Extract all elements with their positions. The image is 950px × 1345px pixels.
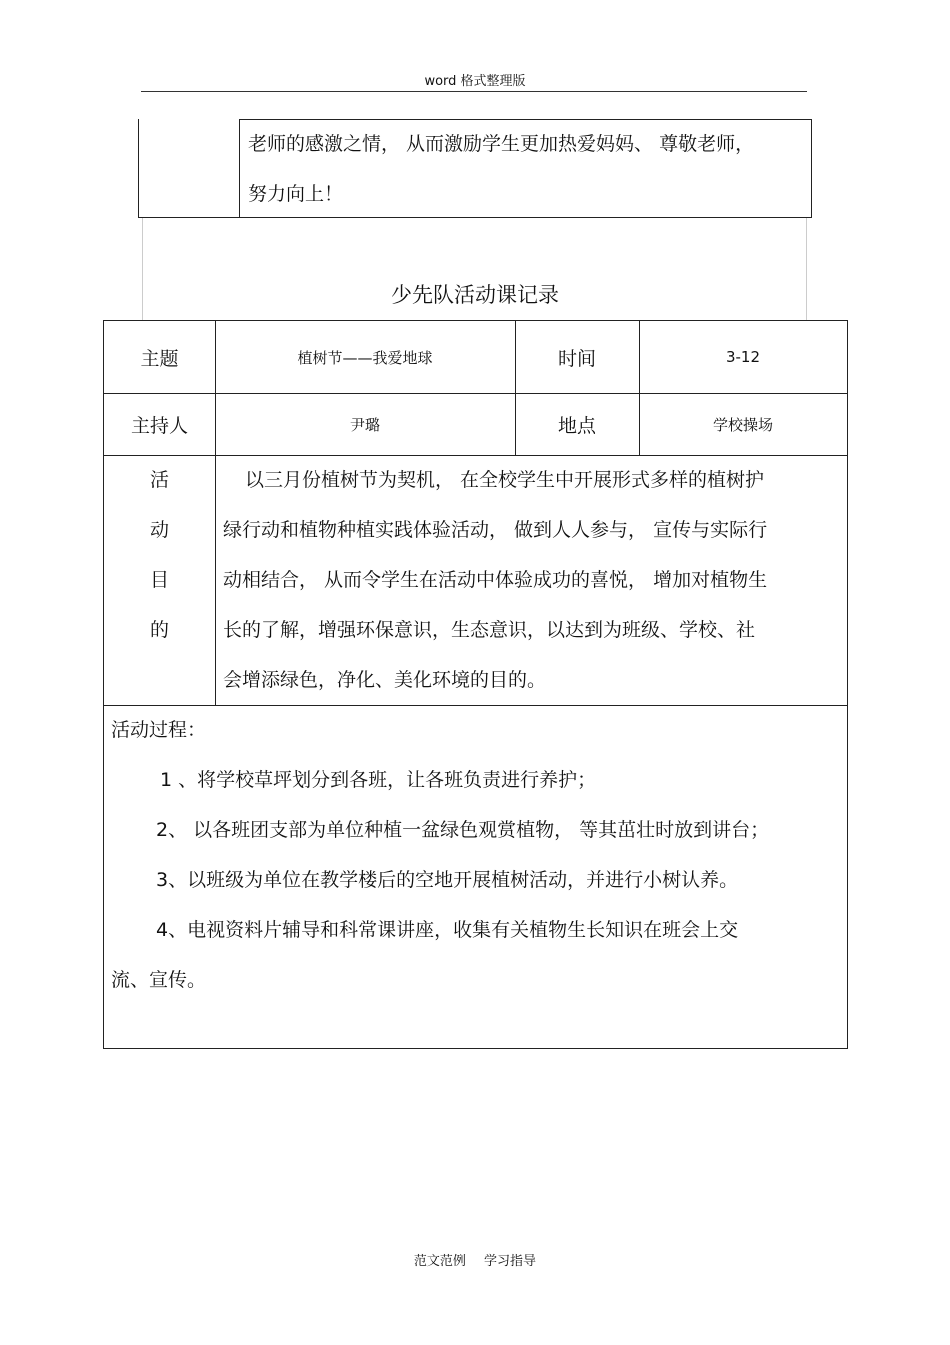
- theme-label: 主题: [140, 347, 179, 370]
- process-item: 3、以班级为单位在教学楼后的空地开展植树活动，并进行小树认养。: [156, 869, 739, 891]
- purpose-line: 动相结合， 从而令学生在活动中体验成功的喜悦， 增加对植物生: [223, 569, 768, 591]
- purpose-label: [104, 455, 215, 705]
- continuation-label-cell: [139, 119, 240, 217]
- process-heading: 活动过程：: [111, 719, 207, 741]
- theme-value: 植树节——我爱地球: [297, 348, 433, 367]
- purpose-label-char: 目: [149, 569, 169, 591]
- purpose-label-char: 活: [149, 469, 169, 491]
- location-label: 地点: [557, 414, 596, 437]
- purpose-text: [223, 455, 843, 705]
- continuation-text: [248, 119, 808, 219]
- purpose-line: 长的了解，增强环保意识，生态意识，以达到为班级、学校、社: [223, 619, 756, 641]
- host-value: 尹璐: [349, 415, 380, 434]
- page-header: word 格式整理版: [424, 74, 526, 89]
- page-footer: 范文范例 学习指导: [413, 1254, 537, 1269]
- purpose-line: 会增添绿色，净化、美化环境的目的。: [223, 669, 547, 691]
- continuation-line: 努力向上！: [248, 183, 344, 205]
- process-item: 1 、将学校草坪划分到各班，让各班负责进行养护；: [160, 769, 597, 791]
- process-item-continuation: 流、宣传。: [111, 969, 207, 991]
- host-label: 主持人: [130, 414, 188, 437]
- header-rule: [141, 91, 807, 92]
- activity-record-table: [103, 320, 848, 1049]
- continuation-table: [138, 119, 812, 218]
- purpose-label-char: 动: [149, 519, 169, 541]
- purpose-label-char: 的: [149, 619, 169, 641]
- location-value: 学校操场: [712, 415, 773, 434]
- process-item: 2、 以各班团支部为单位种植一盆绿色观赏植物， 等其茁壮时放到讲台；: [156, 819, 770, 841]
- time-label: 时间: [557, 347, 596, 370]
- purpose-line: 以三月份植树节为契机， 在全校学生中开展形式多样的植树护: [245, 469, 765, 491]
- process-item: 4、电视资料片辅导和科常课讲座，收集有关植物生长知识在班会上交: [156, 919, 739, 941]
- record-title: 少先队活动课记录: [391, 283, 559, 307]
- time-value: 3-12: [725, 348, 761, 366]
- purpose-line: 绿行动和植物种植实践体验活动， 做到人人参与， 宣传与实际行: [223, 519, 768, 541]
- continuation-line: 老师的感激之情， 从而激励学生更加热爱妈妈、 尊敬老师，: [248, 133, 755, 155]
- process-section: [104, 705, 847, 1005]
